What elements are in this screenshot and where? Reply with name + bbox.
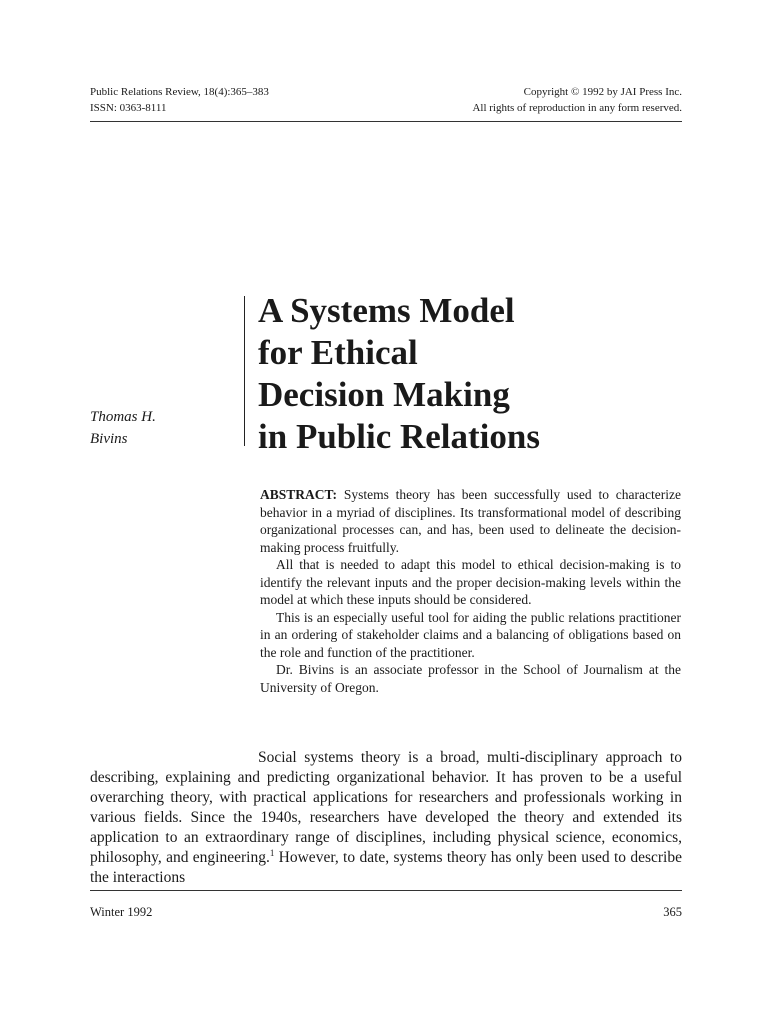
title-line: in Public Relations xyxy=(258,417,540,456)
abstract-paragraph: Dr. Bivins is an associate professor in the School of Journalism at the University of Oregon. xyxy=(260,662,681,695)
abstract-text: Systems theory has been successfully used to characterize behavior in a myriad of disciplines. Its transformational model of describing organizational processes can, and has, been used to delineate the decision-making process fruitfully. xyxy=(260,487,681,555)
issn: ISSN: 0363-8111 xyxy=(90,102,167,114)
issue-label: Winter 1992 xyxy=(90,905,153,919)
author-name xyxy=(90,406,156,450)
journal-citation-block xyxy=(90,84,269,116)
copyright-notice: Copyright © 1992 by JAI Press Inc. xyxy=(523,86,682,98)
body-text-run: Social systems theory is a broad, multi-disciplinary approach to describing, explaining and predicting organizational behavior. It has proven to be a useful overarching theory, with practical applications for researchers and professionals working in various fields. Since the 1940s, researchers have developed the theory and extended its application to an extraordinary range of disciplines, including physical science, economics, philosophy, and engineering. xyxy=(90,749,682,866)
abstract-paragraph: This is an especially useful tool for aiding the public relations practitioner in an ordering of stakeholder claims and a balancing of obligations based on the role and function of the practitioner. xyxy=(260,609,681,660)
article-title xyxy=(258,290,540,458)
abstract-paragraph: All that is needed to adapt this model to ethical decision-making is to identify the relevant inputs and the proper decision-making levels within the model at which these inputs should be considered. xyxy=(260,557,681,607)
author-line: Thomas H. xyxy=(90,409,156,425)
page-number: 365 xyxy=(663,905,682,919)
title-line: Decision Making xyxy=(258,375,510,414)
title-line: for Ethical xyxy=(258,333,418,372)
rights-notice: All rights of reproduction in any form reserved. xyxy=(472,102,682,114)
footnote-marker[interactable]: 1 xyxy=(269,847,275,858)
abstract-paragraph xyxy=(260,486,681,556)
abstract xyxy=(260,486,681,696)
header-divider xyxy=(90,121,682,122)
body-text-run: However, to date, systems theory has only been used to describe the interactions xyxy=(90,849,682,886)
footer-divider xyxy=(90,890,682,891)
body-paragraph xyxy=(90,748,682,888)
body-text xyxy=(90,748,682,888)
title-vertical-rule xyxy=(244,296,245,446)
copyright-block xyxy=(472,84,682,116)
abstract-label: ABSTRACT: xyxy=(260,487,338,502)
title-line: A Systems Model xyxy=(258,291,515,330)
author-line: Bivins xyxy=(90,431,128,447)
journal-citation: Public Relations Review, 18(4):365–383 xyxy=(90,86,269,98)
